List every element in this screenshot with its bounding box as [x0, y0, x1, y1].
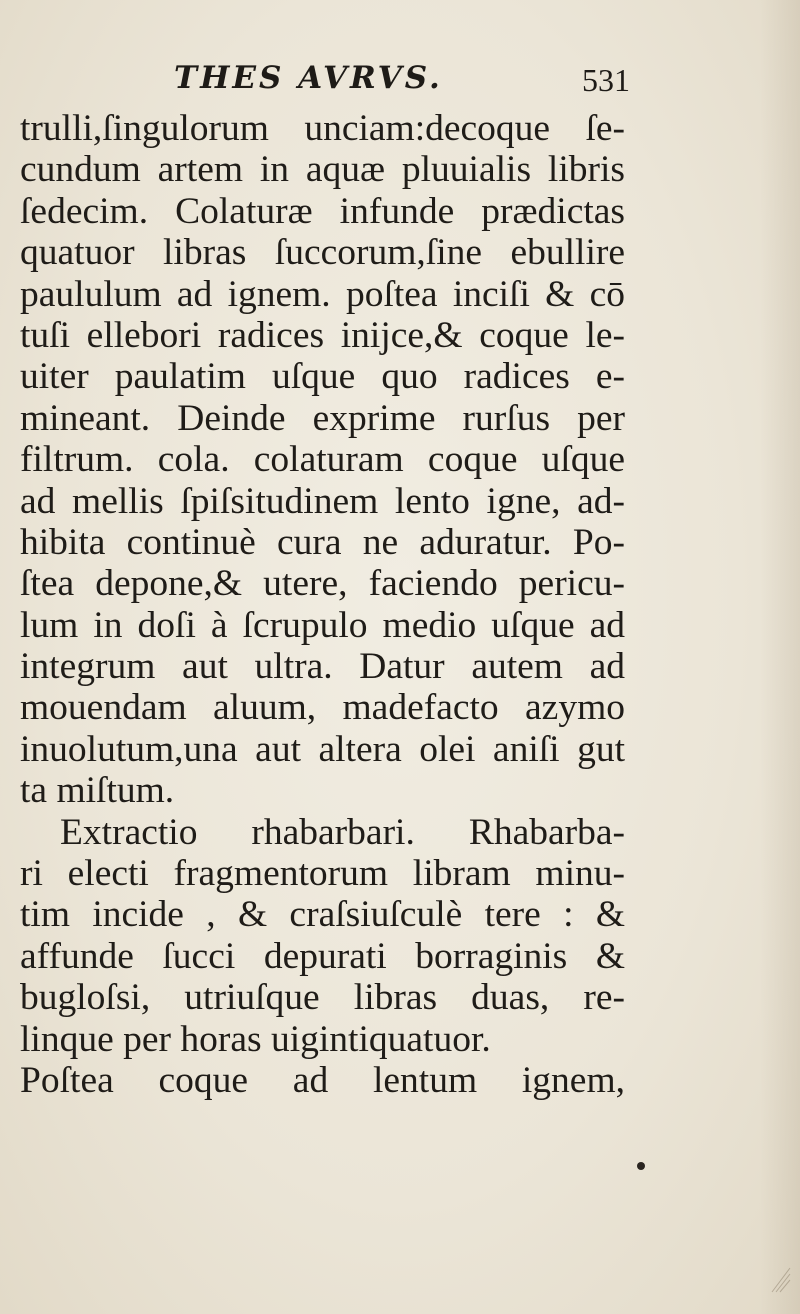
- text-line: ri electi fragmentorum libram minu-: [20, 853, 625, 895]
- text-line: linque per horas uigintiquatuor.: [20, 1018, 491, 1060]
- text-line: bugloſsi, utriuſque libras duas, re-: [20, 977, 625, 1019]
- page-edge-shadow: [760, 0, 800, 1314]
- body-text: [20, 108, 625, 1101]
- text-line: uiter paulatim uſque quo radices e-: [20, 356, 625, 398]
- text-line: tim incide , & craſsiuſculè tere : &: [20, 894, 625, 936]
- text-line: hibita continuè cura ne aduratur. Po-: [20, 521, 625, 563]
- text-line: cundum artem in aquæ pluuialis libris: [20, 149, 625, 191]
- text-line: inuolutum,una aut altera olei aniſi gut: [20, 728, 625, 770]
- text-line: trulli,ſingulorum unciam:decoque ſe-: [20, 108, 625, 149]
- text-line: lum in doſi à ſcrupulo medio uſque ad: [20, 604, 625, 646]
- text-line: tuſi ellebori radices inijce,& coque le-: [20, 314, 625, 356]
- corner-scratch-mark: [770, 1264, 792, 1294]
- ink-speck: [637, 1162, 645, 1170]
- text-line: mouendam aluum, madefacto azymo: [20, 687, 625, 729]
- page-number: 531: [582, 62, 630, 98]
- running-head: THES AVRVS.: [174, 60, 443, 96]
- text-line: ſedecim. Colaturæ infunde prædictas: [20, 190, 625, 232]
- text-line: quatuor libras ſuccorum,ſine ebullire: [20, 232, 625, 274]
- text-line: integrum aut ultra. Datur autem ad: [20, 646, 625, 688]
- text-line: ad mellis ſpiſsitudinem lento igne, ad-: [20, 480, 625, 522]
- text-line: affunde ſucci depurati borraginis &: [20, 935, 625, 977]
- text-line: filtrum. cola. colaturam coque uſque: [20, 439, 625, 481]
- text-line: mineant. Deinde exprime rurſus per: [20, 397, 625, 439]
- text-line: ta miſtum.: [20, 770, 175, 812]
- section-heading-line: Extractio rhabarbari. Rhabarba-: [60, 811, 625, 853]
- text-line: ſtea depone,& utere, faciendo pericu-: [20, 563, 625, 605]
- text-line: Poſtea coque ad lentum ignem,: [20, 1059, 625, 1101]
- text-line: paululum ad ignem. poſtea inciſi & cō: [20, 273, 625, 315]
- page-header: [170, 60, 630, 100]
